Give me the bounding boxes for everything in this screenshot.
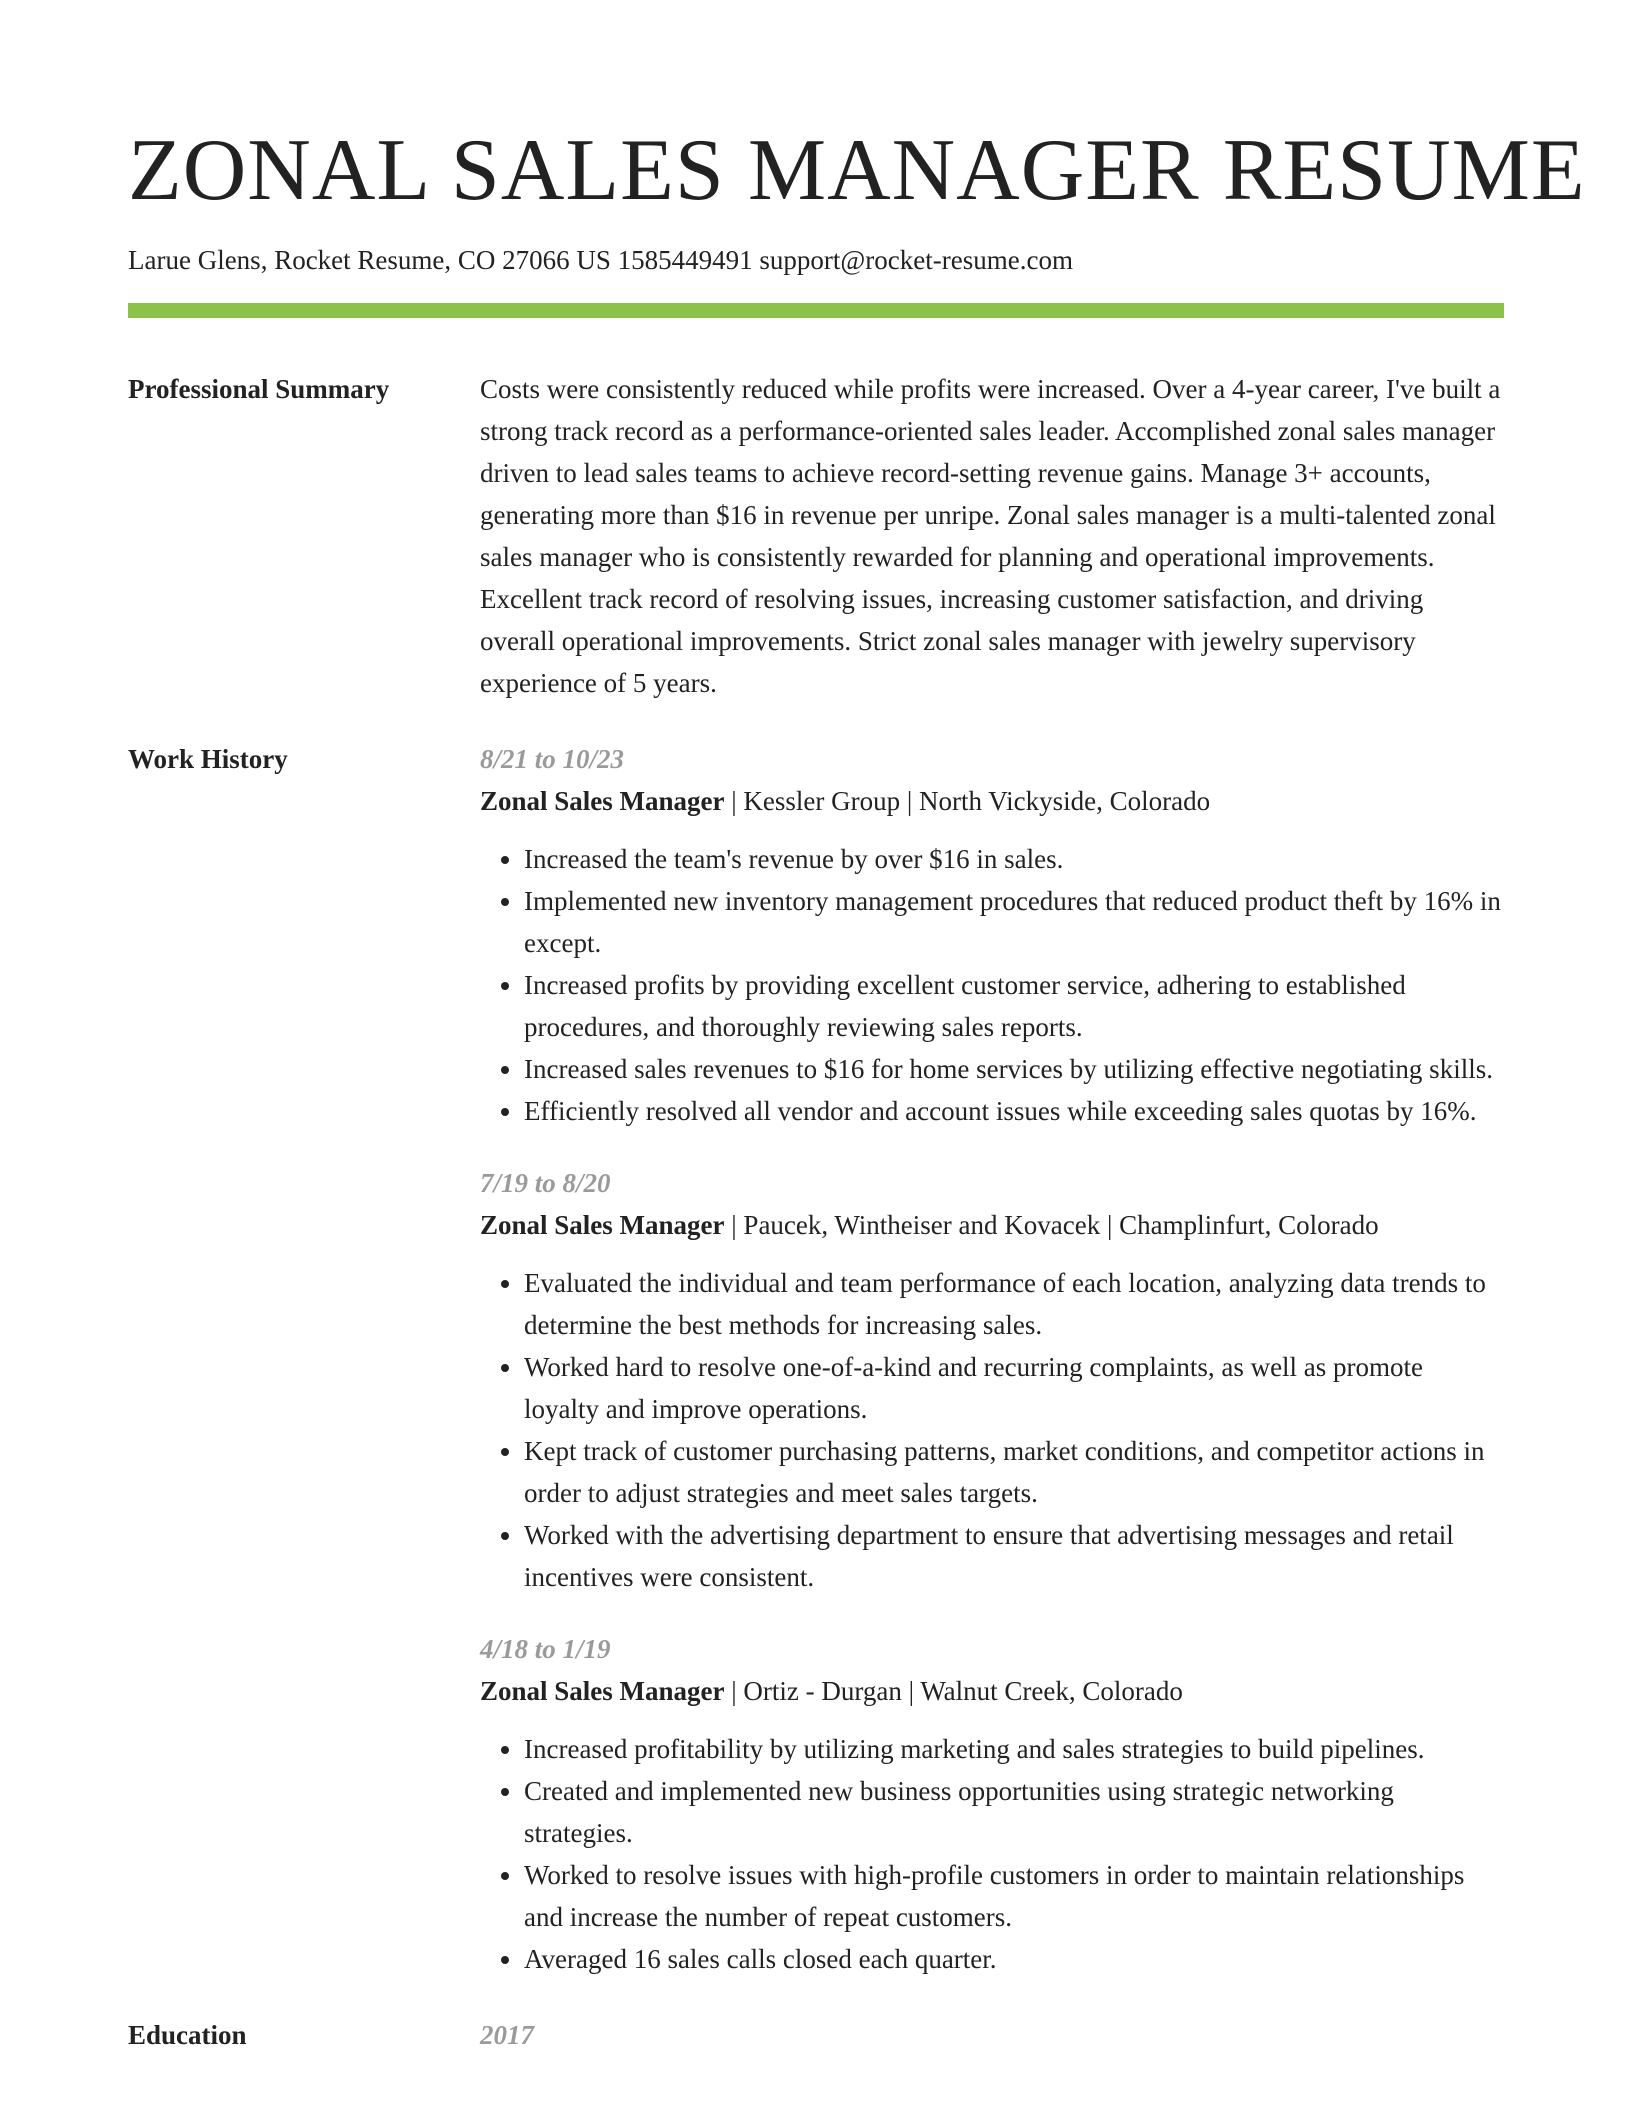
header-divider bbox=[128, 303, 1504, 318]
professional-summary-section bbox=[128, 368, 1504, 704]
education-section bbox=[128, 2014, 1504, 2056]
summary-text: Costs were consistently reduced while profits were increased. Over a 4-year career, I've built a strong track record as a performance-oriented sales leader. Accomplished zonal sales manager driven to lead sales teams to achieve record-setting revenue gains. Manage 3+ accounts, generating more than $16 in revenue per unripe. Zonal sales manager is a multi-talented zonal sales manager who is consistently rewarded for planning and operational improvements. Excellent track record of resolving issues, increasing customer satisfaction, and driving overall operational improvements. Strict zonal sales manager with jewelry supervisory experience of 5 years. bbox=[480, 374, 1501, 698]
job-title: Zonal Sales Manager bbox=[480, 1210, 725, 1240]
job-title: Zonal Sales Manager bbox=[480, 1676, 725, 1706]
job-company: Ortiz - Durgan bbox=[743, 1676, 902, 1706]
job-entry bbox=[480, 1628, 1504, 1980]
job-bullet: • Implemented new inventory management procedures that reduced product theft by 16% in except. bbox=[524, 880, 1504, 964]
job-title: Zonal Sales Manager bbox=[480, 786, 725, 816]
education-body bbox=[480, 2014, 1504, 2056]
job-bullet: • Created and implemented new business opportunities using strategic networking strategies. bbox=[524, 1770, 1504, 1854]
job-location: Champlinfurt, Colorado bbox=[1119, 1210, 1379, 1240]
job-bullet: • Kept track of customer purchasing patterns, market conditions, and competitor actions in order to adjust strategies and meet sales targets. bbox=[524, 1430, 1504, 1514]
job-bullet: • Worked to resolve issues with high-profile customers in order to maintain relationships and increase the number of repeat customers. bbox=[524, 1854, 1504, 1938]
resume-page bbox=[128, 0, 1586, 2056]
job-bullet-list bbox=[480, 838, 1504, 1132]
job-entry bbox=[480, 738, 1504, 1132]
job-dates: 7/19 to 8/20 bbox=[480, 1168, 611, 1198]
work-history-section bbox=[128, 738, 1504, 1980]
job-location: North Vickyside, Colorado bbox=[919, 786, 1211, 816]
job-separator: | bbox=[724, 786, 744, 816]
job-bullet-list bbox=[480, 1728, 1504, 1980]
work-history-body bbox=[480, 738, 1504, 1980]
job-company: Paucek, Wintheiser and Kovacek bbox=[743, 1210, 1101, 1240]
summary-body bbox=[480, 368, 1504, 704]
education-dates: 2017 bbox=[480, 2020, 534, 2050]
job-dates: 4/18 to 1/19 bbox=[480, 1634, 611, 1664]
job-bullet: • Worked hard to resolve one-of-a-kind and recurring complaints, as well as promote loyalty and improve operations. bbox=[524, 1346, 1504, 1430]
section-label-work-history: Work History bbox=[128, 744, 288, 774]
job-heading bbox=[480, 1670, 1504, 1712]
job-separator: | bbox=[900, 786, 920, 816]
job-location: Walnut Creek, Colorado bbox=[920, 1676, 1183, 1706]
section-label-education: Education bbox=[128, 2020, 247, 2050]
job-heading bbox=[480, 1204, 1504, 1246]
job-dates: 8/21 to 10/23 bbox=[480, 744, 625, 774]
job-separator: | bbox=[724, 1210, 744, 1240]
section-label-summary: Professional Summary bbox=[128, 374, 390, 404]
job-bullet: • Increased profitability by utilizing marketing and sales strategies to build pipelines. bbox=[524, 1728, 1504, 1770]
job-entry bbox=[480, 1162, 1504, 1598]
contact-line: Larue Glens, Rocket Resume, CO 27066 US 1585449491 support@rocket-resume.com bbox=[128, 245, 1073, 275]
resume-title: ZONAL SALES MANAGER RESUME bbox=[128, 122, 1586, 219]
job-bullet: • Increased sales revenues to $16 for home services by utilizing effective negotiating skills. bbox=[524, 1048, 1504, 1090]
job-separator: | bbox=[901, 1676, 921, 1706]
job-bullet: • Averaged 16 sales calls closed each quarter. bbox=[524, 1938, 1504, 1980]
job-bullet: • Increased profits by providing excellent customer service, adhering to established procedures, and thoroughly reviewing sales reports. bbox=[524, 964, 1504, 1048]
job-bullet-list bbox=[480, 1262, 1504, 1598]
job-bullet: • Increased the team's revenue by over $16 in sales. bbox=[524, 838, 1504, 880]
job-company: Kessler Group bbox=[743, 786, 901, 816]
job-separator: | bbox=[724, 1676, 744, 1706]
job-heading bbox=[480, 780, 1504, 822]
job-bullet: • Efficiently resolved all vendor and account issues while exceeding sales quotas by 16%. bbox=[524, 1090, 1504, 1132]
job-separator: | bbox=[1100, 1210, 1120, 1240]
job-bullet: • Worked with the advertising department to ensure that advertising messages and retail incentives were consistent. bbox=[524, 1514, 1504, 1598]
job-bullet: • Evaluated the individual and team performance of each location, analyzing data trends to determine the best methods for increasing sales. bbox=[524, 1262, 1504, 1346]
